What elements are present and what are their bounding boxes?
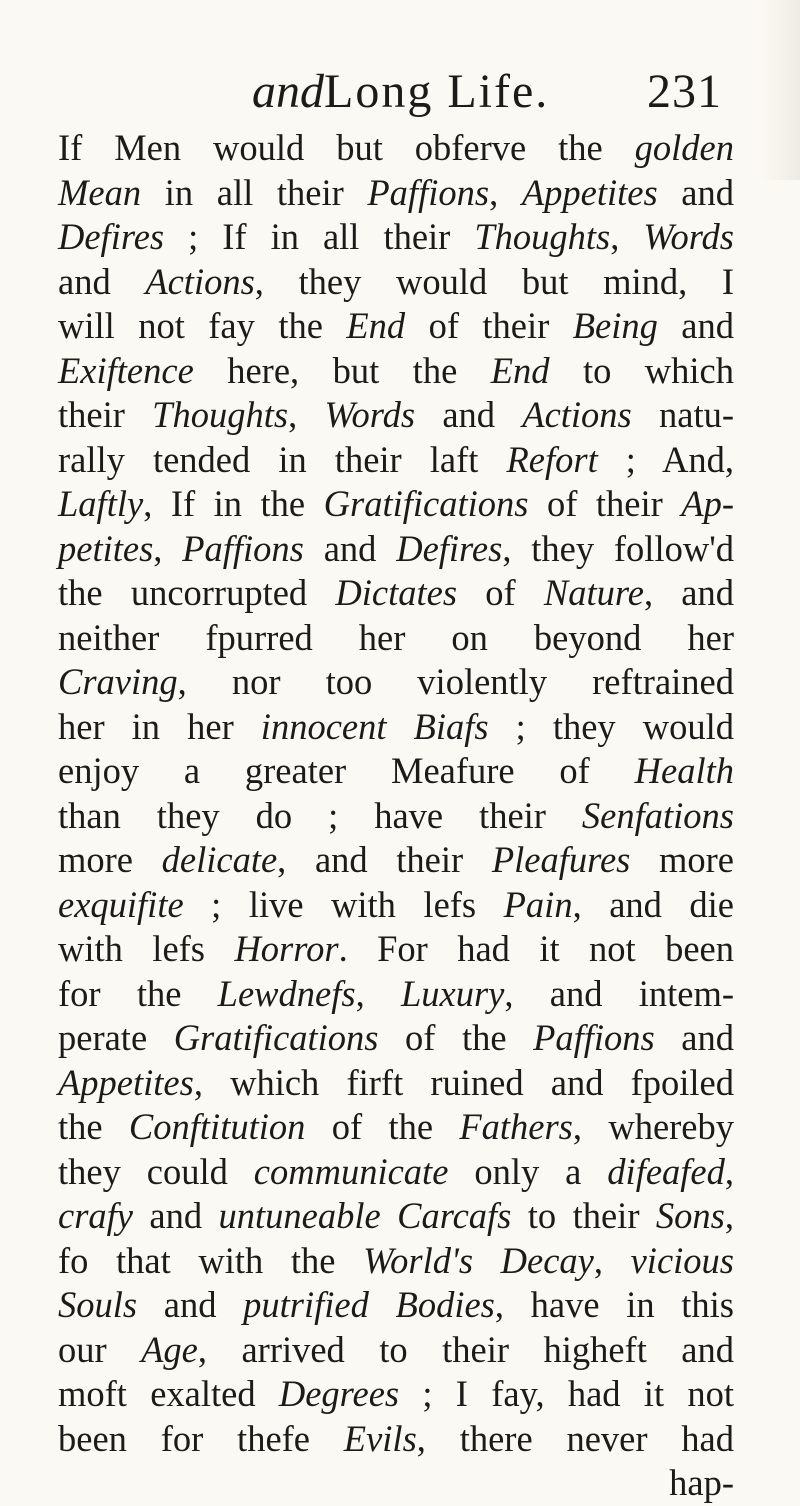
text-segment: neither fpurred her on beyond her: [58, 616, 734, 658]
header-title: Long Life.: [324, 65, 550, 118]
italic-text: End: [346, 305, 406, 346]
text-segment: ,: [288, 394, 325, 435]
text-segment: hap-: [669, 1462, 734, 1503]
text-segment: , and their: [277, 839, 492, 880]
text-segment: of the: [305, 1106, 460, 1147]
text-segment: to their: [511, 1195, 656, 1236]
italic-text: crafy: [58, 1195, 133, 1236]
text-line: [58, 705, 734, 750]
italic-text: Defires: [58, 216, 165, 257]
text-segment: , and intem-: [504, 972, 734, 1014]
text-segment: their: [58, 394, 153, 435]
text-line: [58, 571, 734, 616]
italic-text: Actions: [522, 394, 632, 435]
italic-text: Words: [324, 394, 416, 435]
text-segment: ; live with lefs: [183, 883, 504, 925]
text-segment: in all their: [141, 171, 368, 213]
italic-text: petites: [58, 527, 154, 569]
italic-text: untuneable Carcafs: [218, 1195, 512, 1236]
text-segment: ,: [355, 972, 401, 1014]
text-segment: the uncorrupted: [58, 572, 336, 613]
italic-text: Gratifications: [173, 1017, 379, 1058]
text-segment: ,: [153, 527, 183, 569]
italic-text: Thoughts: [152, 394, 289, 435]
text-segment: ,: [724, 1150, 734, 1192]
italic-text: Words: [643, 216, 735, 257]
italic-text: putrified Bodies: [243, 1284, 495, 1325]
text-segment: and: [657, 171, 735, 213]
text-segment: and: [654, 1017, 735, 1058]
italic-text: Pain: [503, 883, 573, 925]
text-segment: , and: [643, 572, 735, 613]
italic-text: golden: [634, 127, 734, 168]
italic-text: Pleafures: [491, 839, 631, 880]
text-line: [58, 1061, 734, 1106]
text-segment: and: [133, 1195, 219, 1236]
text-segment: If Men would but obferve the: [58, 127, 635, 168]
text-line: [58, 260, 734, 305]
text-segment: enjoy a greater Meafure of: [58, 750, 635, 791]
text-segment: , arrived to their higheft and: [197, 1328, 735, 1370]
text-line: [58, 1461, 734, 1506]
text-line: [58, 1239, 734, 1284]
italic-text: Paffions: [533, 1017, 655, 1058]
italic-text: Lewdnefs: [217, 972, 356, 1014]
body-text: [58, 126, 734, 1506]
text-segment: natu-: [631, 394, 735, 435]
italic-text: Being: [572, 305, 658, 346]
italic-text: Age: [141, 1328, 198, 1370]
italic-text: Conftitution: [128, 1106, 306, 1147]
italic-text: Thoughts: [474, 216, 611, 257]
text-line: [58, 1105, 734, 1150]
text-segment: , whereby: [572, 1106, 735, 1147]
text-segment: , there never had: [416, 1417, 734, 1459]
text-segment: rally tended in their laft: [58, 438, 507, 480]
text-segment: will not fay the: [58, 305, 347, 346]
italic-text: End: [490, 349, 550, 391]
text-line: [58, 1194, 734, 1239]
italic-text: World's Decay: [363, 1239, 594, 1281]
italic-text: Paffions: [367, 171, 490, 213]
text-segment: been for thefe: [58, 1417, 344, 1459]
text-segment: and: [58, 260, 146, 302]
italic-text: Craving: [58, 661, 178, 702]
italic-text: innocent Biafs: [260, 705, 489, 747]
italic-text: Health: [634, 750, 734, 791]
text-line: [58, 616, 734, 661]
text-line: [58, 1150, 734, 1195]
text-segment: , they follow'd: [502, 527, 735, 569]
text-segment: ,: [593, 1239, 631, 1281]
text-line: [58, 972, 734, 1017]
text-segment: of: [457, 572, 544, 613]
text-line: [58, 215, 734, 260]
text-segment: , they would but mind, I: [254, 260, 734, 302]
text-line: [58, 171, 734, 216]
text-line: [58, 1417, 734, 1462]
italic-text: Mean: [58, 171, 142, 213]
text-segment: and: [657, 305, 735, 346]
text-segment: , which firft ruined and fpoiled: [193, 1061, 734, 1103]
text-segment: ; If in all their: [164, 216, 475, 257]
italic-text: Exiftence: [58, 349, 194, 391]
text-segment: fo that with the: [58, 1239, 364, 1281]
italic-text: Souls: [58, 1284, 138, 1325]
italic-text: Appetites: [521, 171, 658, 213]
text-line: [58, 482, 734, 527]
text-line: [58, 794, 734, 839]
text-segment: for the: [58, 972, 218, 1014]
text-line: [58, 883, 734, 928]
text-line: [58, 304, 734, 349]
italic-text: delicate: [161, 839, 278, 880]
text-segment: of the: [378, 1017, 534, 1058]
italic-text: Laftly: [58, 483, 144, 524]
text-segment: of their: [405, 305, 573, 346]
text-segment: the: [58, 1106, 129, 1147]
text-segment: to which: [549, 349, 734, 391]
text-segment: her in her: [58, 705, 261, 747]
italic-text: Dictates: [335, 572, 458, 613]
text-segment: ,: [724, 1195, 734, 1236]
text-segment: , have in this: [494, 1284, 735, 1325]
text-segment: they could: [58, 1150, 254, 1192]
italic-text: Actions: [145, 260, 255, 302]
italic-text: Horror: [234, 928, 339, 969]
text-segment: with lefs: [58, 928, 235, 969]
text-line: [58, 126, 734, 171]
text-line: [58, 438, 734, 483]
text-segment: ; they would: [488, 705, 734, 747]
page-number: 231: [647, 65, 722, 118]
italic-text: Defires: [396, 527, 503, 569]
italic-text: exquifite: [58, 883, 184, 925]
italic-text: vicious: [630, 1239, 734, 1281]
italic-text: difeafed: [607, 1150, 725, 1192]
text-segment: and: [415, 394, 523, 435]
text-segment: perate: [58, 1017, 174, 1058]
italic-text: Evils: [343, 1417, 417, 1459]
text-segment: and: [137, 1284, 244, 1325]
text-segment: , nor too violently reftrained: [177, 661, 734, 702]
text-line: [58, 349, 734, 394]
text-segment: moft exalted: [58, 1373, 279, 1414]
text-segment: ; And,: [597, 438, 734, 480]
text-segment: ,: [489, 171, 522, 213]
text-segment: and: [303, 527, 397, 569]
text-segment: , If in the: [143, 483, 324, 524]
text-line: [58, 527, 734, 572]
text-line: [58, 660, 734, 705]
text-segment: more: [630, 839, 734, 880]
text-segment: here, but the: [193, 349, 491, 391]
italic-text: Fathers: [459, 1106, 573, 1147]
italic-text: Appetites: [58, 1061, 194, 1103]
running-header: [252, 64, 722, 120]
italic-text: Sons: [655, 1195, 725, 1236]
italic-text: Degrees: [278, 1373, 400, 1414]
text-segment: ; I fay, had it not: [399, 1373, 734, 1414]
header-italic-word: and: [252, 65, 324, 118]
text-line: [58, 393, 734, 438]
text-segment: only a: [448, 1150, 608, 1192]
text-segment: of their: [528, 483, 682, 524]
text-line: [58, 927, 734, 972]
text-segment: , and die: [572, 883, 734, 925]
text-line: [58, 1372, 734, 1417]
text-line: [58, 1016, 734, 1061]
page-fold-shadow: [762, 0, 800, 180]
text-line: [58, 1328, 734, 1373]
italic-text: Gratifications: [323, 483, 529, 524]
italic-text: Refort: [506, 438, 598, 480]
italic-text: Ap-: [681, 483, 734, 524]
italic-text: Senfations: [581, 794, 734, 836]
text-segment: ,: [610, 216, 644, 257]
text-line: [58, 1283, 734, 1328]
italic-text: Nature: [543, 572, 644, 613]
italic-text: Luxury: [400, 972, 505, 1014]
text-line: [58, 749, 734, 794]
text-segment: than they do ; have their: [58, 794, 582, 836]
text-segment: . For had it not been: [338, 928, 735, 969]
italic-text: Paffions: [182, 527, 304, 569]
text-segment: our: [58, 1328, 142, 1370]
text-line: [58, 838, 734, 883]
italic-text: communicate: [253, 1150, 449, 1192]
text-segment: more: [58, 839, 162, 880]
